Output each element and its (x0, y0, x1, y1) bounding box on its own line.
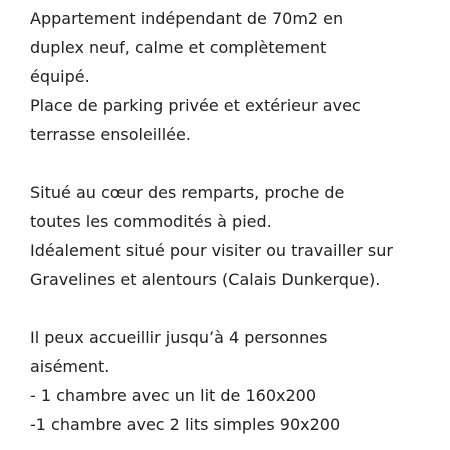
description-line: équipé. (30, 67, 90, 86)
description-line: -1 chambre avec 2 lits simples 90x200 (30, 415, 341, 434)
description-line: Place de parking privée et extérieur avec (30, 96, 361, 115)
description-line: terrasse ensoleillée. (30, 125, 191, 144)
description-line: duplex neuf, calme et complètement (30, 38, 327, 57)
description-line: toutes les commodités à pied. (30, 212, 272, 231)
description-line: Situé au cœur des remparts, proche de (30, 183, 345, 202)
description-line: Appartement indépendant de 70m2 en (30, 9, 344, 28)
description-line: Il peux accueillir jusqu’à 4 personnes (30, 328, 328, 347)
description-paragraph-3 (30, 323, 445, 439)
description-line: Gravelines et alentours (Calais Dunkerque). (30, 270, 381, 289)
description-line: - 1 chambre avec un lit de 160x200 (30, 386, 317, 405)
description-paragraph-2 (30, 178, 445, 294)
description-paragraph-1 (30, 4, 445, 149)
description-line: aisément. (30, 357, 110, 376)
description-line: Idéalement situé pour visiter ou travailler sur (30, 241, 393, 260)
listing-description (30, 4, 445, 450)
